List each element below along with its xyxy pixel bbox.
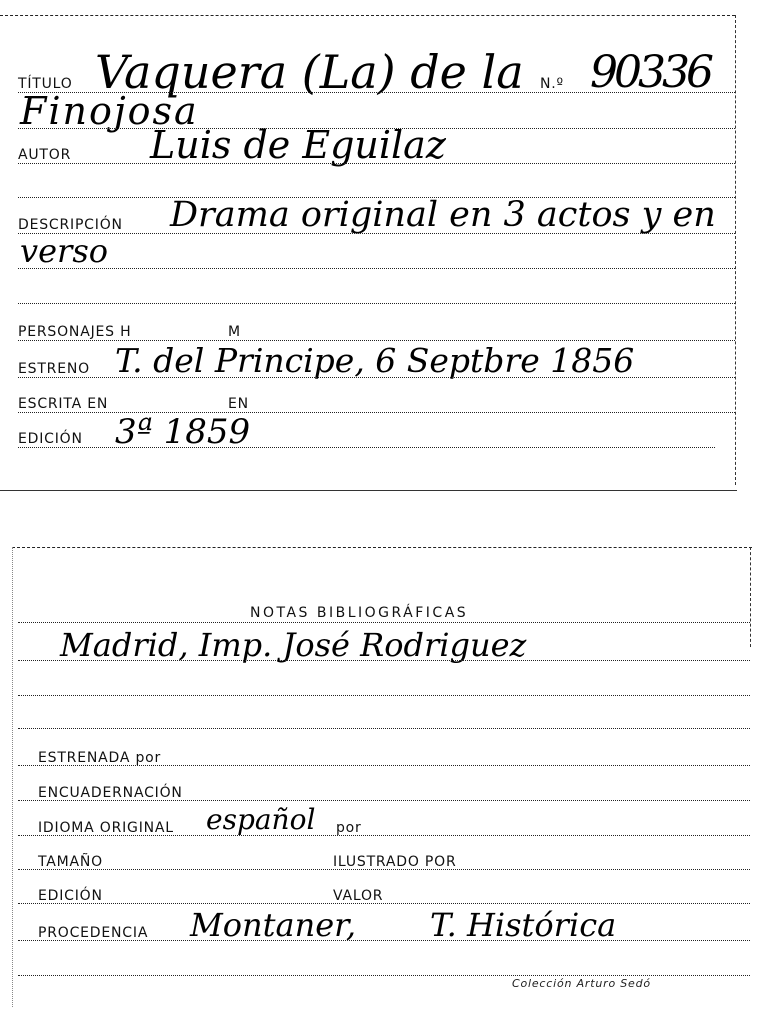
idioma-label: IDIOMA ORIGINAL <box>38 820 174 836</box>
procedencia-value: Montaner, <box>190 906 357 944</box>
valor-label: VALOR <box>333 888 384 904</box>
dotted-rule <box>18 903 750 904</box>
titulo-value: Vaquera (La) de la <box>95 45 524 99</box>
idioma-value: español <box>206 803 316 836</box>
ilustrado-label: ILUSTRADO POR <box>333 854 457 870</box>
notas-value: Madrid, Imp. José Rodriguez <box>60 626 527 664</box>
personajes-label: PERSONAJES H <box>18 324 132 340</box>
dotted-rule <box>18 163 735 164</box>
descripcion-continuation: verso <box>20 232 108 270</box>
dotted-rule <box>18 303 735 304</box>
dotted-rule <box>18 765 750 766</box>
dotted-rule <box>18 728 750 729</box>
numero-value: 90336 <box>590 47 710 98</box>
dotted-rule <box>18 447 715 448</box>
descripcion-label: DESCRIPCIÓN <box>18 217 123 233</box>
back-card-left-edge <box>12 547 13 1007</box>
procedencia-value-2: T. Histórica <box>430 906 617 944</box>
tamano-label: TAMAÑO <box>38 854 103 870</box>
front-card-top-edge <box>0 15 735 16</box>
idioma-por-label: por <box>336 820 362 836</box>
dotted-rule <box>18 660 750 661</box>
estreno-value: T. del Principe, 6 Septbre 1856 <box>115 341 635 380</box>
titulo-continuation: Finojosa <box>20 89 199 133</box>
autor-value: Luis de Eguilaz <box>150 123 446 167</box>
back-card-top-edge <box>12 547 752 548</box>
escrita-label: ESCRITA EN <box>18 396 109 412</box>
numero-label: N.º <box>540 76 564 92</box>
titulo-label: TÍTULO <box>18 76 73 92</box>
back-card-right-edge <box>750 547 751 647</box>
encuadernacion-label: ENCUADERNACIÓN <box>38 785 183 801</box>
front-card-right-edge <box>735 15 736 485</box>
dotted-rule <box>18 800 750 801</box>
autor-label: AUTOR <box>18 147 72 163</box>
front-card-bottom-edge <box>0 490 737 491</box>
dotted-rule <box>18 835 750 836</box>
estrenada-label: ESTRENADA por <box>38 750 162 766</box>
edicion-value: 3ª 1859 <box>115 412 251 452</box>
procedencia-label: PROCEDENCIA <box>38 925 149 941</box>
dotted-rule <box>18 622 750 623</box>
edicion-label: EDICIÓN <box>18 431 83 447</box>
dotted-rule <box>18 268 735 269</box>
descripcion-value: Drama original en 3 actos y en <box>170 195 716 235</box>
dotted-rule <box>18 377 735 378</box>
back-edicion-label: EDICIÓN <box>38 888 103 904</box>
personajes-m-label: M <box>228 324 241 340</box>
dotted-rule <box>18 940 750 941</box>
notas-heading: NOTAS BIBLIOGRÁFICAS <box>250 605 469 621</box>
escrita-en-label: EN <box>228 396 249 412</box>
dotted-rule <box>18 695 750 696</box>
estreno-label: ESTRENO <box>18 361 90 377</box>
collection-credit: Colección Arturo Sedó <box>512 977 651 990</box>
dotted-rule <box>18 869 750 870</box>
dotted-rule <box>18 233 735 234</box>
dotted-rule <box>18 975 750 976</box>
